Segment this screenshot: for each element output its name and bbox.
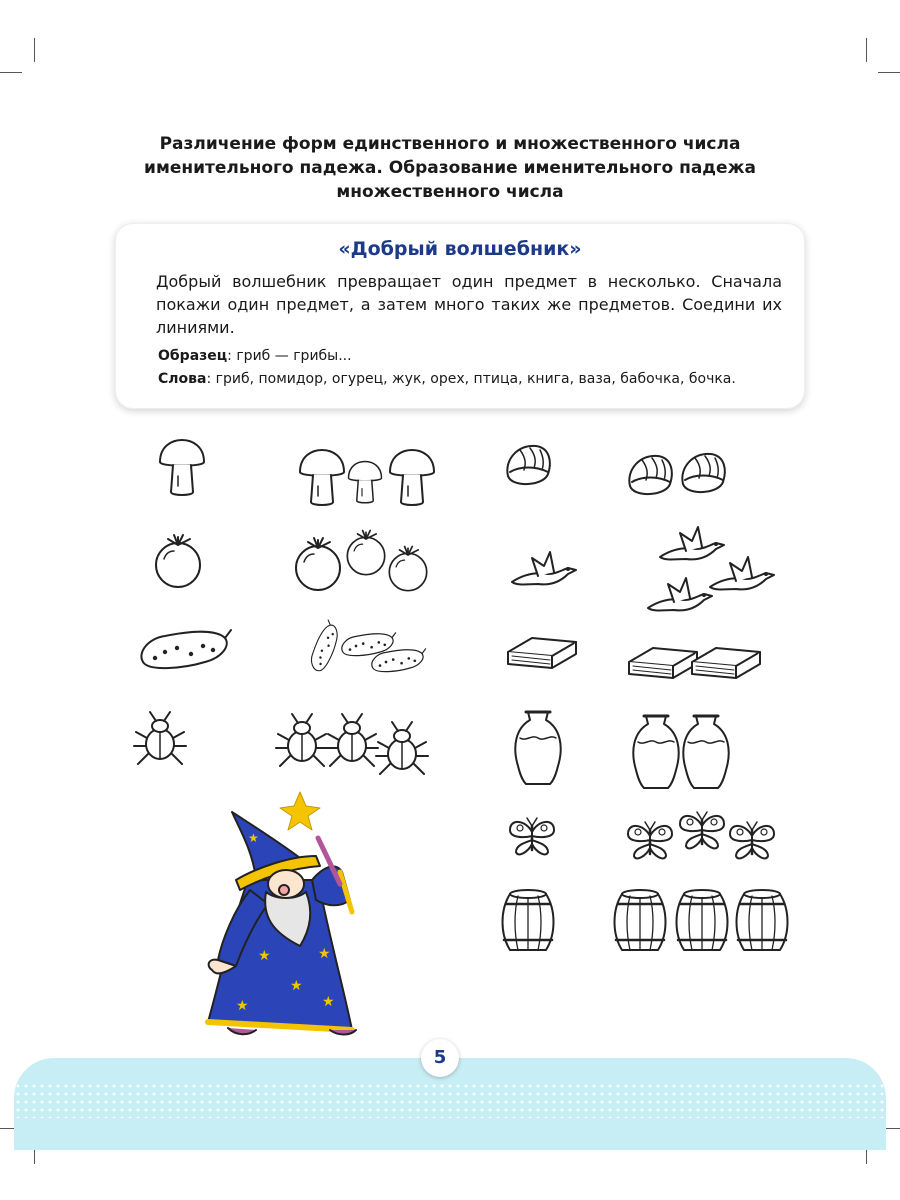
tomato-many [389, 547, 426, 591]
beetle-single [134, 712, 186, 764]
butterfly-many [680, 812, 724, 848]
barrel-single [503, 890, 554, 950]
page-title-line: множественного числа [336, 182, 564, 202]
mushroom-single [160, 440, 204, 495]
mushroom-many [349, 462, 382, 503]
beetle-many [376, 722, 428, 774]
beetle-many [326, 714, 378, 766]
butterfly-many [730, 822, 774, 858]
book-single [508, 638, 576, 668]
nut-many [682, 454, 725, 492]
nut-many [629, 456, 672, 494]
bird-single [512, 552, 576, 585]
beetle-many [276, 714, 328, 766]
tomato-many [296, 538, 340, 590]
vase-many [683, 716, 728, 788]
book-many [629, 648, 697, 678]
cucumber-many [304, 620, 347, 673]
cucumber-single [141, 630, 231, 668]
svg-text:★: ★ [236, 998, 249, 1014]
footer-dots [14, 1082, 886, 1118]
words-label: Слова [158, 371, 207, 387]
page-title-line: именительного падежа. Образование именительного падежа [144, 158, 756, 178]
svg-text:★: ★ [322, 994, 335, 1010]
words-text: : гриб, помидор, огурец, жук, орех, птица, книга, ваза, бабочка, бочка. [206, 371, 736, 387]
vase-single [515, 712, 560, 784]
svg-text:★: ★ [290, 978, 303, 994]
mushroom-many [300, 450, 344, 505]
barrel-many [737, 890, 788, 950]
svg-text:★: ★ [248, 831, 259, 845]
book-many [692, 648, 760, 678]
task-title: «Добрый волшебник» [338, 238, 582, 260]
tomato-many [347, 531, 384, 575]
page-number: 5 [421, 1039, 459, 1077]
nut-single [507, 446, 550, 484]
page-title-line: Различение форм единственного и множественного числа [159, 134, 741, 154]
sample-text: : гриб — грибы... [227, 348, 352, 364]
vase-many [633, 716, 678, 788]
mushroom-many [390, 450, 434, 505]
butterfly-many [628, 822, 672, 858]
wizard-illustration [208, 792, 356, 1035]
bird-many [660, 527, 724, 560]
barrel-many [615, 890, 666, 950]
barrel-many [677, 890, 728, 950]
bird-many [648, 578, 712, 611]
butterfly-single [510, 818, 554, 854]
svg-text:★: ★ [258, 948, 271, 964]
svg-text:★: ★ [318, 946, 331, 962]
tomato-single [156, 535, 200, 587]
sample-label: Образец [158, 348, 228, 364]
bird-many [710, 557, 774, 590]
instruction-text: Добрый волшебник превращает один предмет в несколько. Сначала покажи один предмет, а затем много таких же предметов. Соедини их линиями. [156, 272, 782, 337]
